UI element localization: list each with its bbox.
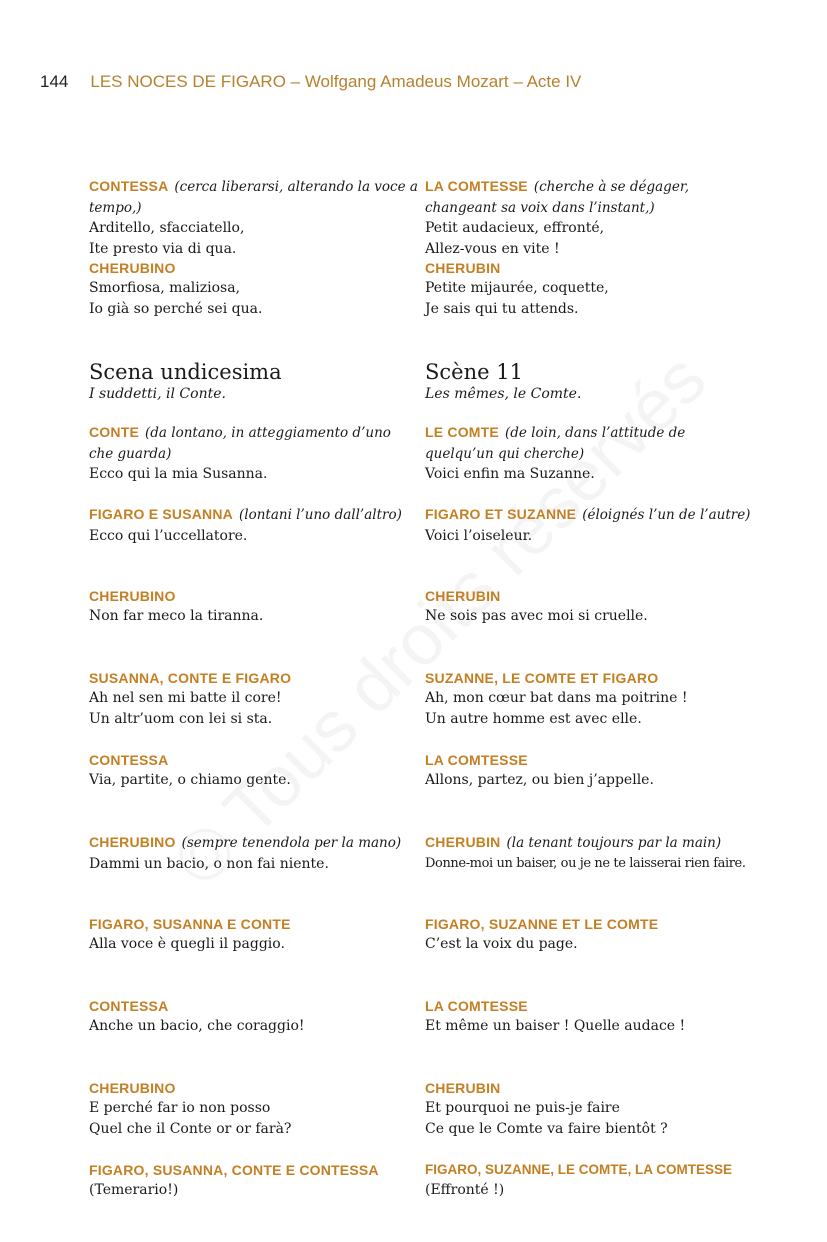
- stage-direction: (la tenant toujours par la main): [506, 835, 722, 851]
- verse-line: (Temerario!): [89, 1182, 179, 1198]
- verse-block: [425, 832, 755, 914]
- verse-line: Ite presto via di qua.: [89, 240, 237, 257]
- scene-title: Scène 11: [425, 360, 523, 384]
- verse-block: [425, 1078, 755, 1160]
- verse-line: Ah, mon cœur bat dans ma poitrine !: [425, 690, 688, 706]
- block-heading: [89, 832, 419, 854]
- verse-block: [89, 258, 419, 340]
- scene-subtitle: Les mêmes, le Comte.: [425, 386, 582, 402]
- speaker-name: CONTE: [89, 424, 139, 440]
- speaker-name: CHERUBIN: [425, 1080, 501, 1096]
- verse-block: [89, 422, 419, 504]
- verse-block: [425, 258, 755, 340]
- speaker-name: CONTESSA: [89, 752, 169, 768]
- scene-heading: [425, 360, 755, 422]
- verse-line: Smorfiosa, maliziosa,: [89, 280, 241, 296]
- scene-subtitle: I suddetti, il Conte.: [89, 386, 226, 402]
- speaker-name: CHERUBINO: [89, 260, 176, 276]
- french-column: [425, 176, 755, 1242]
- verse-line: Ecco qui l’uccellatore.: [89, 527, 248, 544]
- stage-direction: (cerca liberarsi, alterando la voce a tempo,): [89, 179, 418, 216]
- speaker-name: LE COMTE: [425, 424, 499, 440]
- verse-line: Alla voce è quegli il paggio.: [89, 936, 285, 952]
- verse-line: Petite mijaurée, coquette,: [425, 280, 609, 296]
- verse-block: [89, 504, 419, 586]
- scene-title: Scena undicesima: [89, 360, 282, 384]
- verse-line: Je sais qui tu attends.: [425, 300, 579, 317]
- scene-heading: [89, 360, 419, 422]
- verse-block: [89, 996, 419, 1078]
- speaker-name: SUSANNA, CONTE E FIGARO: [89, 670, 292, 686]
- speaker-name: LA COMTESSE: [425, 178, 528, 194]
- block-heading: [425, 832, 755, 854]
- verse-block: [425, 504, 755, 586]
- verse-block: [425, 176, 755, 258]
- verse-block: [89, 914, 419, 996]
- verse-block: [425, 422, 755, 504]
- verse-block: [89, 832, 419, 914]
- verse-block: [89, 668, 419, 750]
- verse-line: Arditello, sfacciatello,: [89, 220, 245, 236]
- verse-line: Io già so perché sei qua.: [89, 300, 263, 317]
- verse-line: Et même un baiser ! Quelle audace !: [425, 1018, 686, 1034]
- verse-line: Un altr’uom con lei si sta.: [89, 710, 273, 727]
- speaker-name: LA COMTESSE: [425, 752, 528, 768]
- speaker-name: CONTESSA: [89, 998, 169, 1014]
- verse-line: Via, partite, o chiamo gente.: [89, 772, 291, 788]
- verse-line: Un autre homme est avec elle.: [425, 710, 642, 727]
- speaker-name: SUZANNE, LE COMTE ET FIGARO: [425, 670, 659, 686]
- speaker-name: CONTESSA: [89, 178, 169, 194]
- page-number: 144: [40, 72, 69, 91]
- verse-block: [89, 1160, 419, 1242]
- speaker-name: CHERUBIN: [425, 260, 501, 276]
- verse-line: Ah nel sen mi batte il core!: [89, 690, 282, 706]
- verse-block: [425, 1160, 755, 1242]
- verse-block: [89, 1078, 419, 1160]
- verse-block: [89, 176, 419, 258]
- verse-line: Petit audacieux, effronté,: [425, 220, 605, 236]
- verse-block: [89, 586, 419, 668]
- block-heading: [89, 422, 419, 464]
- speaker-name: FIGARO, SUSANNA, CONTE E CONTESSA: [89, 1162, 379, 1178]
- running-header: [40, 72, 800, 92]
- speaker-name: FIGARO, SUZANNE ET LE COMTE: [425, 916, 659, 932]
- block-heading: [425, 422, 755, 464]
- stage-direction: (sempre tenendola per la mano): [181, 835, 402, 851]
- speaker-name: CHERUBINO: [89, 834, 176, 850]
- verse-line: Non far meco la tiranna.: [89, 608, 264, 624]
- speaker-name: CHERUBIN: [425, 588, 501, 604]
- stage-direction: (éloignés l’un de l’autre): [582, 507, 751, 523]
- verse-line: Ecco qui la mia Susanna.: [89, 466, 268, 482]
- block-heading: [425, 176, 755, 218]
- speaker-name: FIGARO, SUZANNE, LE COMTE, LA COMTESSE: [425, 1162, 733, 1177]
- verse-block: [425, 668, 755, 750]
- verse-line: Quel che il Conte or or farà?: [89, 1120, 292, 1137]
- verse-line: Allons, partez, ou bien j’appelle.: [425, 772, 654, 788]
- verse-block: [425, 914, 755, 996]
- verse-line: Donne-moi un baiser, ou je ne te laisserai rien faire.: [425, 855, 746, 871]
- speaker-name: CHERUBIN: [425, 834, 501, 850]
- speaker-name: LA COMTESSE: [425, 998, 528, 1014]
- stage-direction: (lontani l’uno dall’altro): [239, 507, 402, 523]
- block-heading: [425, 504, 755, 526]
- stage-direction: (cherche à se dégager, changeant sa voix dans l’instant,): [425, 179, 690, 216]
- verse-block: [89, 750, 419, 832]
- verse-line: Allez-vous en vite !: [425, 240, 560, 257]
- speaker-name: FIGARO ET SUZANNE: [425, 506, 577, 522]
- speaker-name: FIGARO, SUSANNA E CONTE: [89, 916, 291, 932]
- verse-line: (Effronté !): [425, 1182, 505, 1198]
- verse-line: C’est la voix du page.: [425, 936, 578, 952]
- verse-line: Et pourquoi ne puis-je faire: [425, 1100, 620, 1116]
- speaker-name: FIGARO E SUSANNA: [89, 506, 233, 522]
- block-heading: [89, 176, 419, 218]
- verse-line: Dammi un bacio, o non fai niente.: [89, 855, 329, 872]
- stage-direction: (da lontano, in atteggiamento d’uno che guarda): [89, 425, 391, 462]
- verse-line: Ne sois pas avec moi si cruelle.: [425, 608, 648, 624]
- verse-line: Voici enfin ma Suzanne.: [425, 466, 595, 482]
- speaker-name: CHERUBINO: [89, 1080, 176, 1096]
- running-title: LES NOCES DE FIGARO – Wolfgang Amadeus Mozart – Acte IV: [90, 72, 582, 91]
- verse-block: [425, 750, 755, 832]
- verse-line: Anche un bacio, che coraggio!: [89, 1018, 305, 1034]
- block-heading: [89, 504, 419, 526]
- verse-line: Ce que le Comte va faire bientôt ?: [425, 1120, 668, 1137]
- speaker-name: CHERUBINO: [89, 588, 176, 604]
- verse-block: [425, 996, 755, 1078]
- verse-block: [425, 586, 755, 668]
- verse-line: E perché far io non posso: [89, 1100, 271, 1116]
- stage-direction: (de loin, dans l’attitude de quelqu’un qui cherche): [425, 425, 686, 462]
- italian-column: [89, 176, 419, 1242]
- verse-line: Voici l’oiseleur.: [425, 527, 533, 544]
